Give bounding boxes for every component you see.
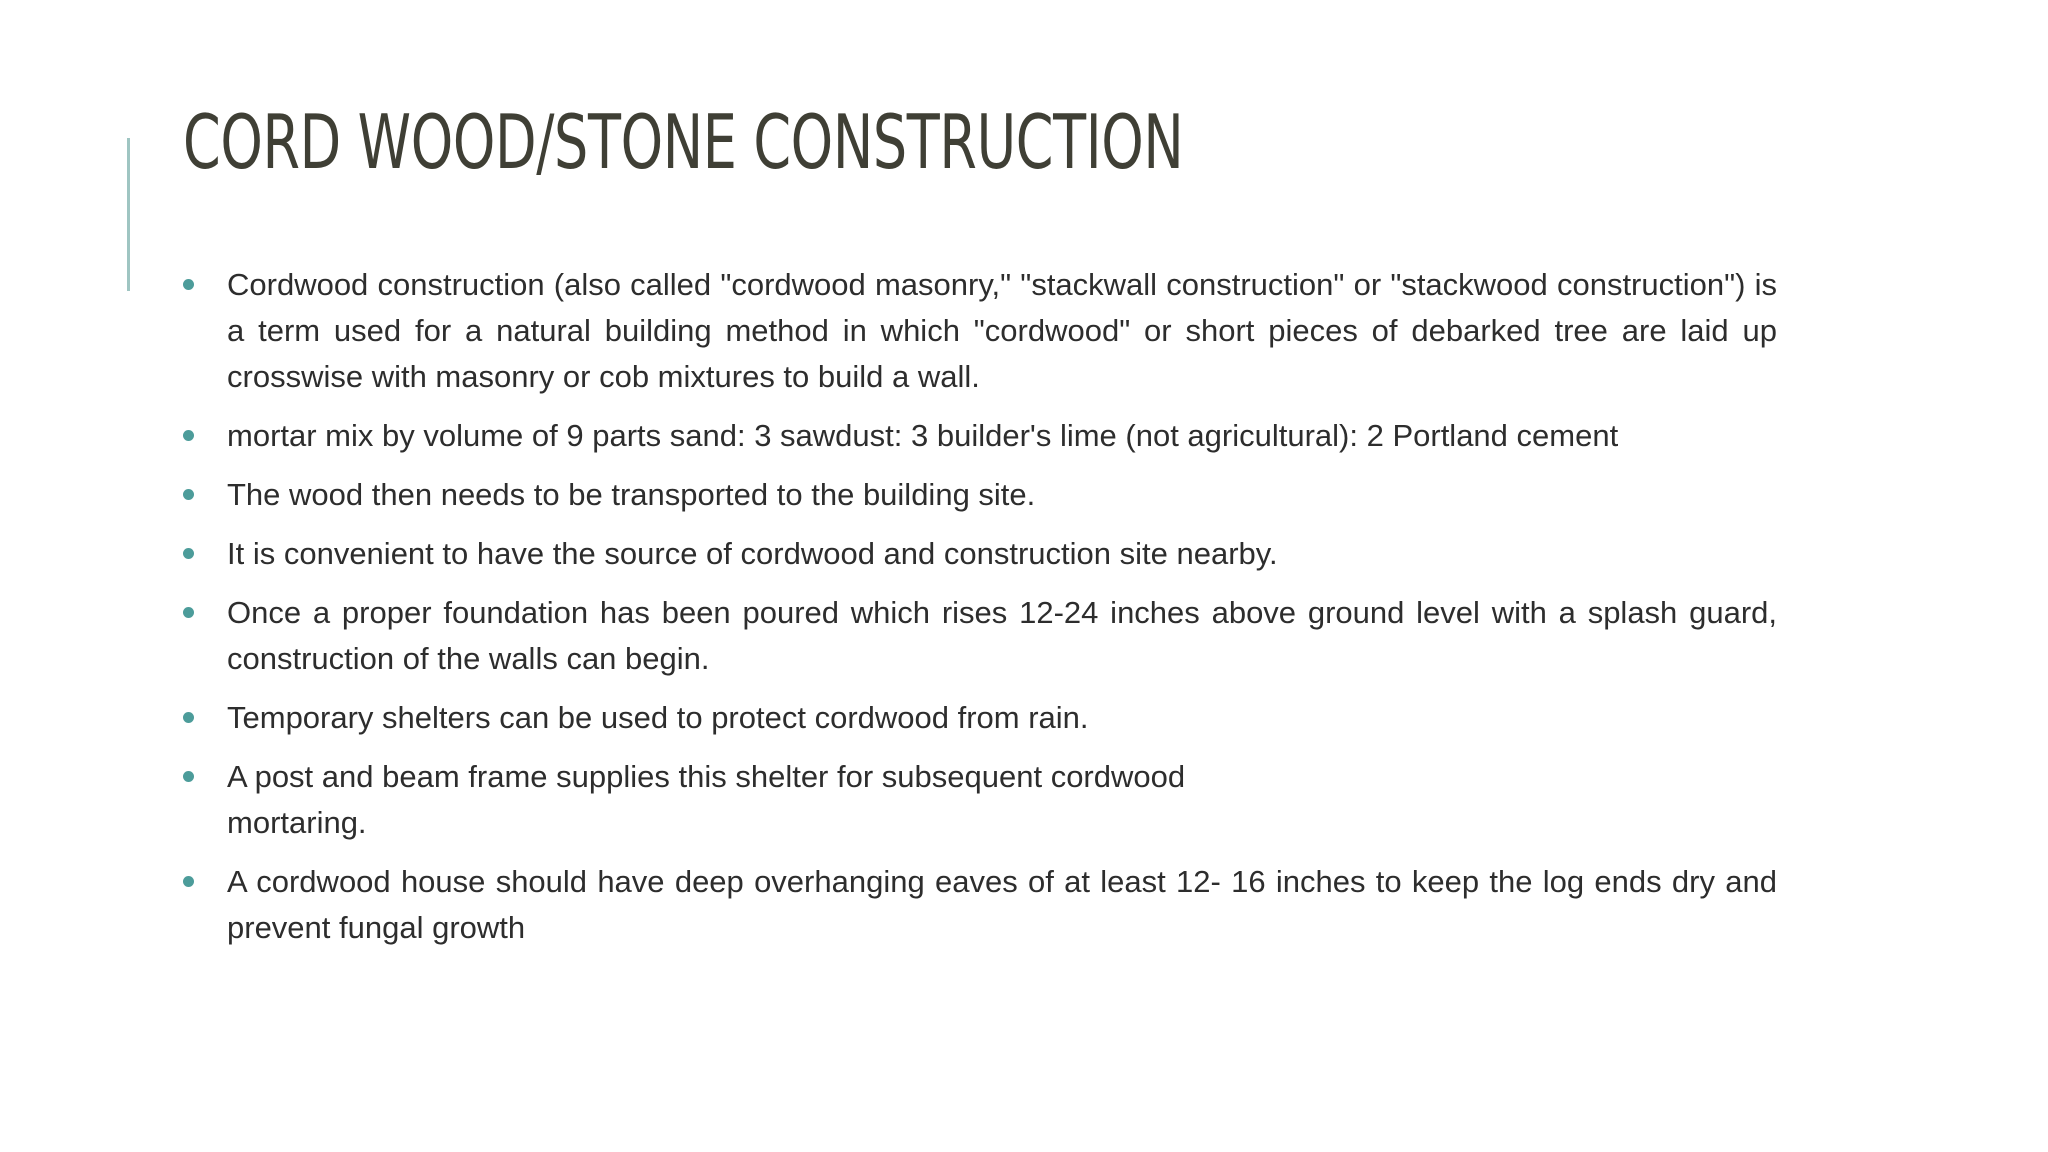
bullet-text: Once a proper foundation has been poured which rises 12-24 inches above ground level with a splash guard, construction of the walls can begin. — [227, 595, 1777, 676]
bullet-dot-icon — [183, 489, 194, 500]
bullet-text: A post and beam frame supplies this shelter for subsequent cordwood mortaring. — [227, 759, 1186, 840]
bullet-text: mortar mix by volume of 9 parts sand: 3 sawdust: 3 builder's lime (not agricultural): 2 Portland cement — [227, 418, 1619, 453]
slide-title: CORD WOOD/STONE CONSTRUCTION — [183, 98, 1184, 186]
bullet-dot-icon — [183, 279, 194, 290]
bullet-item — [181, 859, 1777, 951]
bullet-dot-icon — [183, 607, 194, 618]
bullet-dot-icon — [183, 548, 194, 559]
bullet-dot-icon — [183, 712, 194, 723]
bullet-text: Temporary shelters can be used to protect cordwood from rain. — [227, 700, 1089, 735]
accent-line — [127, 138, 130, 291]
bullet-dot-icon — [183, 771, 194, 782]
bullet-item — [181, 590, 1777, 682]
bullet-item — [181, 531, 1357, 577]
bullet-text: Cordwood construction (also called "cordwood masonry," "stackwall construction" or "stackwood construction") is a term used for a natural building method in which "cordwood" or short pieces of debarked tree are laid up crosswise with masonry or cob mixtures to build a wall. — [227, 267, 1777, 394]
bullet-item — [181, 472, 1777, 518]
bullet-item — [181, 262, 1777, 400]
bullet-text: A cordwood house should have deep overhanging eaves of at least 12- 16 inches to keep the log ends dry and prevent fungal growth — [227, 864, 1777, 945]
bullet-text: The wood then needs to be transported to the building site. — [227, 477, 1036, 512]
bullet-dot-icon — [183, 430, 194, 441]
bullet-dot-icon — [183, 876, 194, 887]
bullet-text: It is convenient to have the source of cordwood and construction site nearby. — [227, 536, 1278, 571]
bullet-item — [181, 413, 1777, 459]
bullet-list — [181, 262, 1777, 964]
bullet-item — [181, 754, 1307, 846]
bullet-item — [181, 695, 1777, 741]
